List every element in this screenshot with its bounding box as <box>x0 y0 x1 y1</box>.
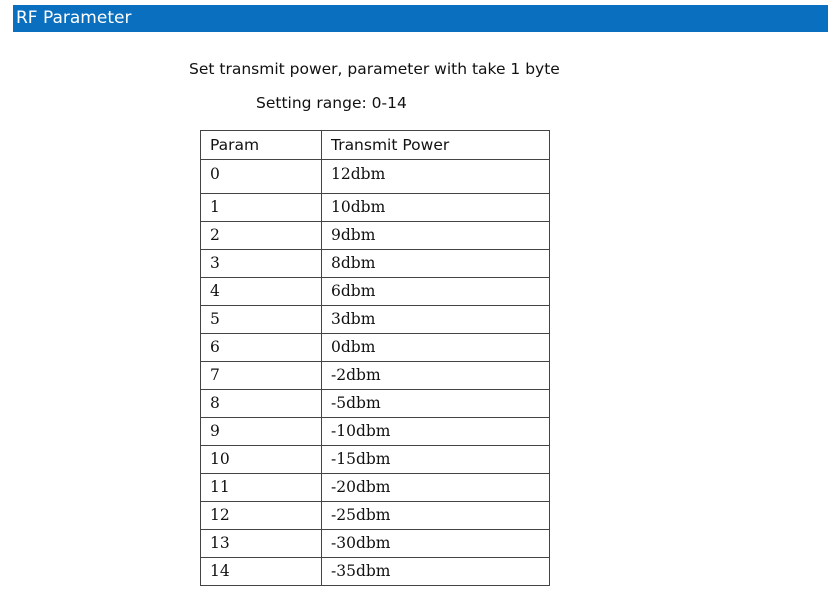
table-row <box>201 418 550 446</box>
param-cell: 3 <box>201 250 322 278</box>
transmit-power-cell: -2dbm <box>322 362 550 390</box>
param-cell: 4 <box>201 278 322 306</box>
param-cell: 7 <box>201 362 322 390</box>
transmit-power-cell: 12dbm <box>322 160 550 194</box>
transmit-power-cell: 10dbm <box>322 194 550 222</box>
param-cell: 13 <box>201 530 322 558</box>
table-row <box>201 194 550 222</box>
param-cell: 2 <box>201 222 322 250</box>
transmit-power-cell: 8dbm <box>322 250 550 278</box>
table-row <box>201 474 550 502</box>
transmit-power-cell: -15dbm <box>322 446 550 474</box>
transmit-power-cell: -20dbm <box>322 474 550 502</box>
table-row <box>201 446 550 474</box>
table-row <box>201 222 550 250</box>
param-cell: 10 <box>201 446 322 474</box>
table-row <box>201 160 550 194</box>
description-text: Set transmit power, parameter with take 1 byte <box>189 60 560 78</box>
table-row <box>201 334 550 362</box>
param-cell: 8 <box>201 390 322 418</box>
column-header-transmit-power: Transmit Power <box>322 131 550 160</box>
section-header-bar <box>13 5 828 32</box>
table-header-row <box>201 131 550 160</box>
table-row <box>201 278 550 306</box>
section-title: RF Parameter <box>16 8 132 28</box>
setting-range-text: Setting range: 0-14 <box>256 94 407 112</box>
param-cell: 5 <box>201 306 322 334</box>
table-row <box>201 306 550 334</box>
table-row <box>201 390 550 418</box>
transmit-power-cell: -30dbm <box>322 530 550 558</box>
table-row <box>201 250 550 278</box>
param-cell: 6 <box>201 334 322 362</box>
transmit-power-cell: 3dbm <box>322 306 550 334</box>
table-row <box>201 502 550 530</box>
transmit-power-cell: 6dbm <box>322 278 550 306</box>
table-row <box>201 530 550 558</box>
param-cell: 1 <box>201 194 322 222</box>
param-cell: 11 <box>201 474 322 502</box>
transmit-power-cell: 9dbm <box>322 222 550 250</box>
transmit-power-cell: -5dbm <box>322 390 550 418</box>
param-cell: 0 <box>201 160 322 194</box>
transmit-power-cell: -35dbm <box>322 558 550 586</box>
param-cell: 12 <box>201 502 322 530</box>
table-row <box>201 558 550 586</box>
transmit-power-cell: -25dbm <box>322 502 550 530</box>
column-header-param: Param <box>201 131 322 160</box>
transmit-power-cell: -10dbm <box>322 418 550 446</box>
transmit-power-table <box>200 130 550 586</box>
transmit-power-cell: 0dbm <box>322 334 550 362</box>
param-cell: 9 <box>201 418 322 446</box>
param-cell: 14 <box>201 558 322 586</box>
table-row <box>201 362 550 390</box>
table-body <box>201 160 550 586</box>
